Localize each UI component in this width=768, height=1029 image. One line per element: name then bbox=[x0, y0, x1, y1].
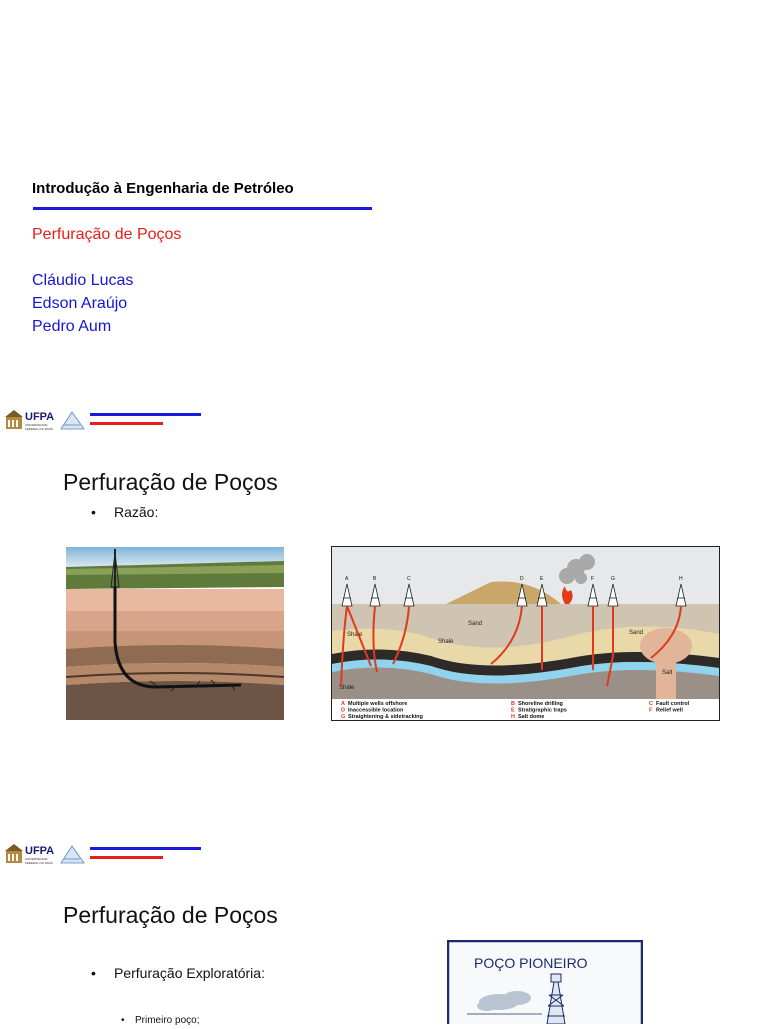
svg-text:UFPA: UFPA bbox=[25, 411, 55, 423]
legend-label: Straightening & sidetracking bbox=[348, 714, 423, 720]
well-letter: H bbox=[679, 576, 683, 582]
sub-bullet-dot: • bbox=[121, 1015, 125, 1026]
directional-drilling-diagram bbox=[331, 546, 720, 721]
svg-text:Shale: Shale bbox=[339, 685, 355, 691]
svg-text:Salt: Salt bbox=[662, 670, 673, 676]
course-title: Introdução à Engenharia de Petróleo bbox=[32, 180, 294, 197]
svg-text:Shale: Shale bbox=[438, 639, 454, 645]
svg-text:Sand: Sand bbox=[629, 630, 644, 636]
legend-key: B bbox=[511, 701, 515, 707]
well-letter: F bbox=[591, 576, 595, 582]
legend-label: Fault control bbox=[656, 701, 690, 707]
poco-pioneiro-image bbox=[447, 940, 643, 1024]
header-red-rule bbox=[90, 856, 163, 859]
legend-key: E bbox=[511, 707, 515, 714]
legend-label: Stratigraphic traps bbox=[518, 707, 567, 714]
well-letter: G bbox=[611, 576, 615, 582]
slide-title: Perfuração de Poços bbox=[63, 469, 278, 495]
bullet-text: Perfuração Exploratória: bbox=[114, 965, 265, 981]
slide-subtitle: Perfuração de Poços bbox=[32, 226, 182, 243]
building-icon bbox=[5, 844, 23, 863]
building-icon bbox=[5, 410, 23, 429]
header-red-rule bbox=[90, 422, 163, 425]
bullet-dot: • bbox=[91, 965, 96, 981]
sub-bullet-text: Primeiro poço; bbox=[135, 1015, 200, 1026]
svg-text:Shale: Shale bbox=[347, 632, 363, 638]
legend-label: Inaccessible location bbox=[348, 707, 404, 714]
mountain-icon bbox=[61, 412, 84, 429]
svg-text:UNIVERSIDADE: UNIVERSIDADE bbox=[25, 423, 48, 427]
svg-text:UNIVERSIDADE: UNIVERSIDADE bbox=[25, 857, 48, 861]
legend-label: Relief well bbox=[656, 707, 683, 714]
ufpa-logo bbox=[5, 841, 85, 865]
header-blue-rule bbox=[90, 847, 201, 850]
title-underline bbox=[33, 207, 372, 210]
mountain-icon bbox=[61, 846, 84, 863]
svg-text:Sand: Sand bbox=[468, 621, 483, 627]
well-letter: A bbox=[345, 576, 349, 582]
slide-title: Perfuração de Poços bbox=[63, 902, 278, 928]
legend-label: Multiple wells offshore bbox=[348, 701, 408, 707]
well-letter: E bbox=[540, 576, 544, 582]
bullet-text: Razão: bbox=[114, 504, 159, 520]
svg-text:UFPA: UFPA bbox=[25, 845, 55, 857]
author-name: Edson Araújo bbox=[32, 295, 128, 312]
legend-key: F bbox=[649, 707, 653, 714]
legend-label: Salt dome bbox=[518, 714, 545, 720]
legend-key: C bbox=[649, 701, 653, 707]
legend-key: A bbox=[341, 701, 345, 707]
legend-key: H bbox=[511, 714, 515, 720]
well-illustration bbox=[66, 547, 284, 720]
svg-text:POÇO PIONEIRO: POÇO PIONEIRO bbox=[474, 955, 588, 971]
bullet-dot: • bbox=[91, 504, 96, 520]
legend-key: G bbox=[341, 714, 346, 720]
header-blue-rule bbox=[90, 413, 201, 416]
legend-key: D bbox=[341, 707, 345, 714]
svg-text:FEDERAL DO PARÁ: FEDERAL DO PARÁ bbox=[25, 427, 53, 431]
author-name: Cláudio Lucas bbox=[32, 272, 134, 289]
well-letter: C bbox=[407, 576, 411, 582]
author-name: Pedro Aum bbox=[32, 318, 112, 335]
svg-text:FEDERAL DO PARÁ: FEDERAL DO PARÁ bbox=[25, 861, 53, 865]
well-letter: D bbox=[520, 576, 524, 582]
legend-label: Shoreline drilling bbox=[518, 701, 563, 707]
ufpa-logo bbox=[5, 407, 85, 431]
well-letter: B bbox=[373, 576, 377, 582]
